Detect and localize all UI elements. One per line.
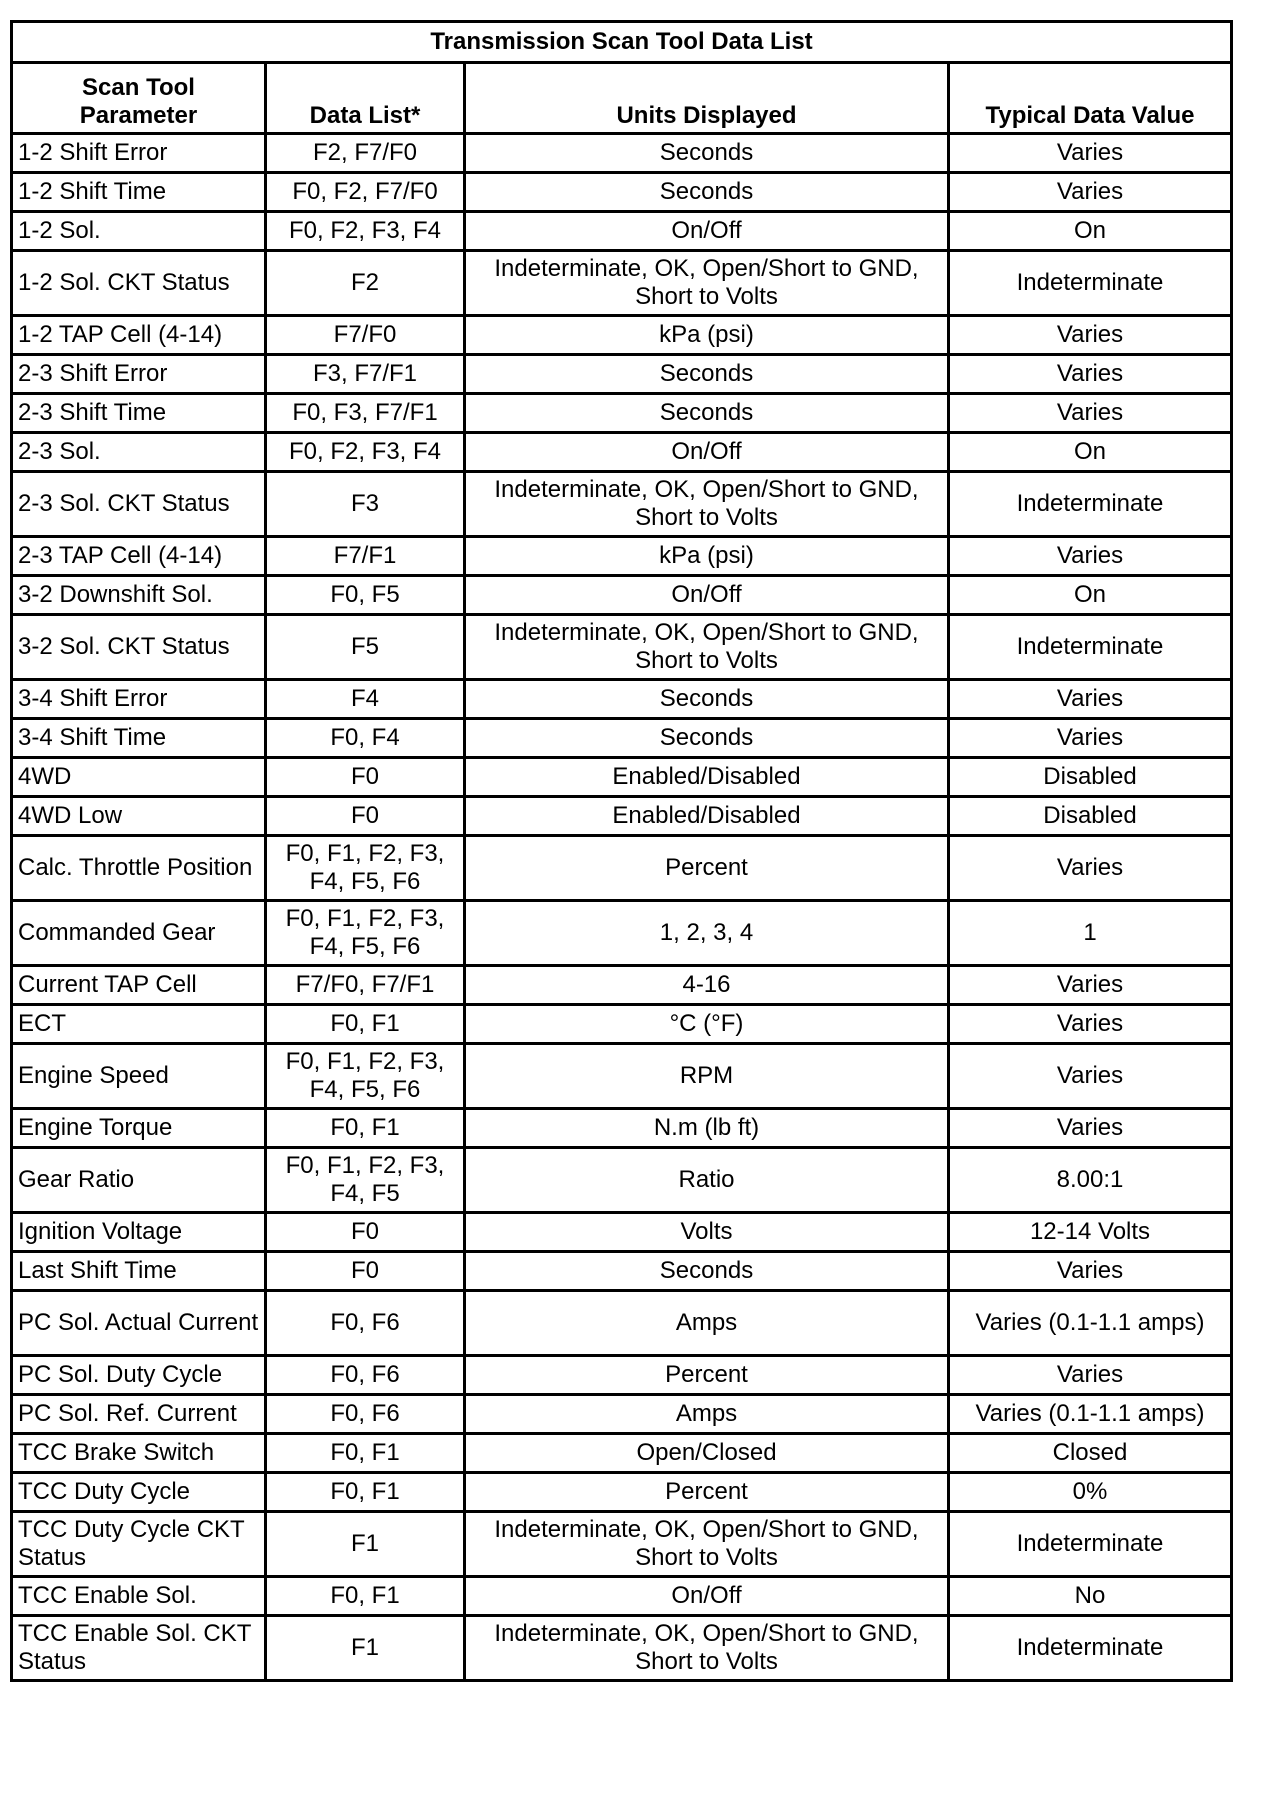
cell-data-list: F3, F7/F1 xyxy=(266,355,465,394)
cell-parameter: 4WD Low xyxy=(12,797,266,836)
cell-parameter: Current TAP Cell xyxy=(12,966,266,1005)
cell-parameter: TCC Enable Sol. CKT Status xyxy=(12,1616,266,1681)
cell-units: Seconds xyxy=(465,1252,949,1291)
cell-data-list: F0, F2, F3, F4 xyxy=(266,212,465,251)
cell-parameter: 1-2 Sol. CKT Status xyxy=(12,251,266,316)
table-row xyxy=(12,1434,1232,1473)
cell-parameter: TCC Enable Sol. xyxy=(12,1577,266,1616)
header-scan-tool-parameter: Scan Tool Parameter xyxy=(12,63,266,134)
table-row xyxy=(12,251,1232,316)
table-row xyxy=(12,1109,1232,1148)
cell-parameter: PC Sol. Ref. Current xyxy=(12,1395,266,1434)
cell-data-list: F1 xyxy=(266,1512,465,1577)
cell-parameter: Engine Torque xyxy=(12,1109,266,1148)
cell-parameter: TCC Duty Cycle xyxy=(12,1473,266,1512)
cell-data-list: F4 xyxy=(266,680,465,719)
cell-data-list: F0, F6 xyxy=(266,1395,465,1434)
cell-units: kPa (psi) xyxy=(465,537,949,576)
cell-data-list: F0, F1, F2, F3, F4, F5 xyxy=(266,1148,465,1213)
table-row xyxy=(12,1577,1232,1616)
cell-parameter: 1-2 TAP Cell (4-14) xyxy=(12,316,266,355)
cell-typical-value: 12-14 Volts xyxy=(949,1213,1232,1252)
table-row xyxy=(12,212,1232,251)
cell-data-list: F0, F1 xyxy=(266,1434,465,1473)
cell-typical-value: Disabled xyxy=(949,758,1232,797)
cell-data-list: F0 xyxy=(266,1252,465,1291)
cell-parameter: TCC Brake Switch xyxy=(12,1434,266,1473)
header-row xyxy=(12,63,1232,134)
cell-parameter: Calc. Throttle Position xyxy=(12,836,266,901)
cell-data-list: F7/F0, F7/F1 xyxy=(266,966,465,1005)
cell-units: kPa (psi) xyxy=(465,316,949,355)
cell-units: °C (°F) xyxy=(465,1005,949,1044)
cell-typical-value: Varies xyxy=(949,836,1232,901)
table-row xyxy=(12,537,1232,576)
cell-data-list: F0, F1, F2, F3, F4, F5, F6 xyxy=(266,836,465,901)
header-units-displayed: Units Displayed xyxy=(465,63,949,134)
cell-parameter: Ignition Voltage xyxy=(12,1213,266,1252)
cell-parameter: 2-3 Sol. xyxy=(12,433,266,472)
table-row xyxy=(12,1213,1232,1252)
table-row xyxy=(12,472,1232,537)
table-row xyxy=(12,173,1232,212)
cell-parameter: 1-2 Sol. xyxy=(12,212,266,251)
cell-parameter: TCC Duty Cycle CKT Status xyxy=(12,1512,266,1577)
table-row xyxy=(12,1148,1232,1213)
cell-data-list: F0, F6 xyxy=(266,1291,465,1356)
table-row xyxy=(12,966,1232,1005)
cell-data-list: F0 xyxy=(266,758,465,797)
cell-typical-value: Indeterminate xyxy=(949,251,1232,316)
cell-units: Indeterminate, OK, Open/Short to GND, Short to Volts xyxy=(465,472,949,537)
table-row xyxy=(12,1395,1232,1434)
cell-data-list: F0, F1 xyxy=(266,1005,465,1044)
cell-data-list: F0, F1, F2, F3, F4, F5, F6 xyxy=(266,1044,465,1109)
cell-typical-value: Varies xyxy=(949,1109,1232,1148)
cell-parameter: 3-2 Downshift Sol. xyxy=(12,576,266,615)
header-typical-data-value: Typical Data Value xyxy=(949,63,1232,134)
cell-typical-value: Indeterminate xyxy=(949,1616,1232,1681)
cell-typical-value: Varies xyxy=(949,1252,1232,1291)
cell-parameter: 4WD xyxy=(12,758,266,797)
cell-parameter: Gear Ratio xyxy=(12,1148,266,1213)
table-row xyxy=(12,1473,1232,1512)
cell-typical-value: Varies xyxy=(949,1356,1232,1395)
cell-units: Percent xyxy=(465,1473,949,1512)
cell-parameter: 3-2 Sol. CKT Status xyxy=(12,615,266,680)
cell-data-list: F0 xyxy=(266,1213,465,1252)
scan-tool-data-table xyxy=(10,20,1233,1682)
cell-units: Indeterminate, OK, Open/Short to GND, Short to Volts xyxy=(465,251,949,316)
table-row xyxy=(12,797,1232,836)
table-row xyxy=(12,719,1232,758)
cell-units: RPM xyxy=(465,1044,949,1109)
cell-data-list: F0, F1 xyxy=(266,1473,465,1512)
cell-typical-value: Varies xyxy=(949,1005,1232,1044)
cell-parameter: 2-3 TAP Cell (4-14) xyxy=(12,537,266,576)
cell-typical-value: Varies xyxy=(949,134,1232,173)
cell-parameter: ECT xyxy=(12,1005,266,1044)
table-row xyxy=(12,680,1232,719)
table-row xyxy=(12,758,1232,797)
cell-units: Volts xyxy=(465,1213,949,1252)
cell-units: Enabled/Disabled xyxy=(465,758,949,797)
table-row xyxy=(12,316,1232,355)
cell-units: On/Off xyxy=(465,1577,949,1616)
cell-typical-value: 1 xyxy=(949,901,1232,966)
cell-data-list: F2 xyxy=(266,251,465,316)
cell-typical-value: On xyxy=(949,433,1232,472)
cell-typical-value: Disabled xyxy=(949,797,1232,836)
cell-data-list: F0, F2, F3, F4 xyxy=(266,433,465,472)
cell-parameter: 2-3 Shift Error xyxy=(12,355,266,394)
cell-typical-value: Varies xyxy=(949,355,1232,394)
cell-data-list: F5 xyxy=(266,615,465,680)
table-row xyxy=(12,1005,1232,1044)
cell-parameter: 1-2 Shift Error xyxy=(12,134,266,173)
cell-data-list: F7/F0 xyxy=(266,316,465,355)
cell-parameter: PC Sol. Actual Current xyxy=(12,1291,266,1356)
cell-units: Indeterminate, OK, Open/Short to GND, Short to Volts xyxy=(465,615,949,680)
table-row xyxy=(12,615,1232,680)
table-row xyxy=(12,1356,1232,1395)
cell-data-list: F0, F6 xyxy=(266,1356,465,1395)
cell-parameter: Commanded Gear xyxy=(12,901,266,966)
cell-typical-value: Varies (0.1-1.1 amps) xyxy=(949,1395,1232,1434)
cell-typical-value: Varies xyxy=(949,537,1232,576)
cell-units: Amps xyxy=(465,1395,949,1434)
cell-units: Seconds xyxy=(465,134,949,173)
cell-units: On/Off xyxy=(465,433,949,472)
cell-data-list: F1 xyxy=(266,1616,465,1681)
table-row xyxy=(12,836,1232,901)
table-row xyxy=(12,1044,1232,1109)
cell-typical-value: 8.00:1 xyxy=(949,1148,1232,1213)
cell-parameter: 3-4 Shift Error xyxy=(12,680,266,719)
cell-data-list: F0 xyxy=(266,797,465,836)
table-row xyxy=(12,433,1232,472)
cell-units: 4-16 xyxy=(465,966,949,1005)
cell-data-list: F0, F2, F7/F0 xyxy=(266,173,465,212)
cell-data-list: F0, F3, F7/F1 xyxy=(266,394,465,433)
cell-typical-value: Varies xyxy=(949,966,1232,1005)
cell-parameter: Engine Speed xyxy=(12,1044,266,1109)
cell-parameter: 3-4 Shift Time xyxy=(12,719,266,758)
cell-typical-value: Varies xyxy=(949,316,1232,355)
cell-typical-value: Varies xyxy=(949,719,1232,758)
cell-typical-value: On xyxy=(949,212,1232,251)
table-row xyxy=(12,1616,1232,1681)
cell-units: N.m (lb ft) xyxy=(465,1109,949,1148)
cell-typical-value: Indeterminate xyxy=(949,615,1232,680)
cell-data-list: F7/F1 xyxy=(266,537,465,576)
cell-units: Enabled/Disabled xyxy=(465,797,949,836)
cell-data-list: F0, F5 xyxy=(266,576,465,615)
cell-units: On/Off xyxy=(465,576,949,615)
table-row xyxy=(12,1291,1232,1356)
cell-units: Seconds xyxy=(465,719,949,758)
header-data-list: Data List* xyxy=(266,63,465,134)
cell-data-list: F3 xyxy=(266,472,465,537)
cell-typical-value: Varies xyxy=(949,1044,1232,1109)
cell-units: Ratio xyxy=(465,1148,949,1213)
table-body xyxy=(12,134,1232,1681)
cell-typical-value: Indeterminate xyxy=(949,472,1232,537)
cell-typical-value: Varies xyxy=(949,394,1232,433)
cell-data-list: F0, F1 xyxy=(266,1109,465,1148)
cell-units: Seconds xyxy=(465,173,949,212)
cell-units: Percent xyxy=(465,1356,949,1395)
cell-parameter: 1-2 Shift Time xyxy=(12,173,266,212)
table-row xyxy=(12,901,1232,966)
table-row xyxy=(12,394,1232,433)
cell-data-list: F2, F7/F0 xyxy=(266,134,465,173)
cell-data-list: F0, F1, F2, F3, F4, F5, F6 xyxy=(266,901,465,966)
table-title: Transmission Scan Tool Data List xyxy=(12,22,1232,63)
table-row xyxy=(12,355,1232,394)
cell-parameter: 2-3 Shift Time xyxy=(12,394,266,433)
cell-units: Seconds xyxy=(465,394,949,433)
cell-typical-value: Closed xyxy=(949,1434,1232,1473)
cell-typical-value: Varies xyxy=(949,680,1232,719)
table-row xyxy=(12,1252,1232,1291)
cell-units: On/Off xyxy=(465,212,949,251)
cell-typical-value: On xyxy=(949,576,1232,615)
table-row xyxy=(12,576,1232,615)
cell-parameter: PC Sol. Duty Cycle xyxy=(12,1356,266,1395)
cell-units: Indeterminate, OK, Open/Short to GND, Short to Volts xyxy=(465,1616,949,1681)
cell-typical-value: No xyxy=(949,1577,1232,1616)
cell-data-list: F0, F4 xyxy=(266,719,465,758)
cell-typical-value: 0% xyxy=(949,1473,1232,1512)
cell-units: 1, 2, 3, 4 xyxy=(465,901,949,966)
cell-parameter: Last Shift Time xyxy=(12,1252,266,1291)
cell-parameter: 2-3 Sol. CKT Status xyxy=(12,472,266,537)
cell-units: Percent xyxy=(465,836,949,901)
cell-units: Seconds xyxy=(465,355,949,394)
cell-typical-value: Indeterminate xyxy=(949,1512,1232,1577)
cell-data-list: F0, F1 xyxy=(266,1577,465,1616)
table-row xyxy=(12,1512,1232,1577)
cell-units: Open/Closed xyxy=(465,1434,949,1473)
cell-units: Seconds xyxy=(465,680,949,719)
table-row xyxy=(12,134,1232,173)
cell-units: Indeterminate, OK, Open/Short to GND, Short to Volts xyxy=(465,1512,949,1577)
cell-units: Amps xyxy=(465,1291,949,1356)
cell-typical-value: Varies xyxy=(949,173,1232,212)
cell-typical-value: Varies (0.1-1.1 amps) xyxy=(949,1291,1232,1356)
